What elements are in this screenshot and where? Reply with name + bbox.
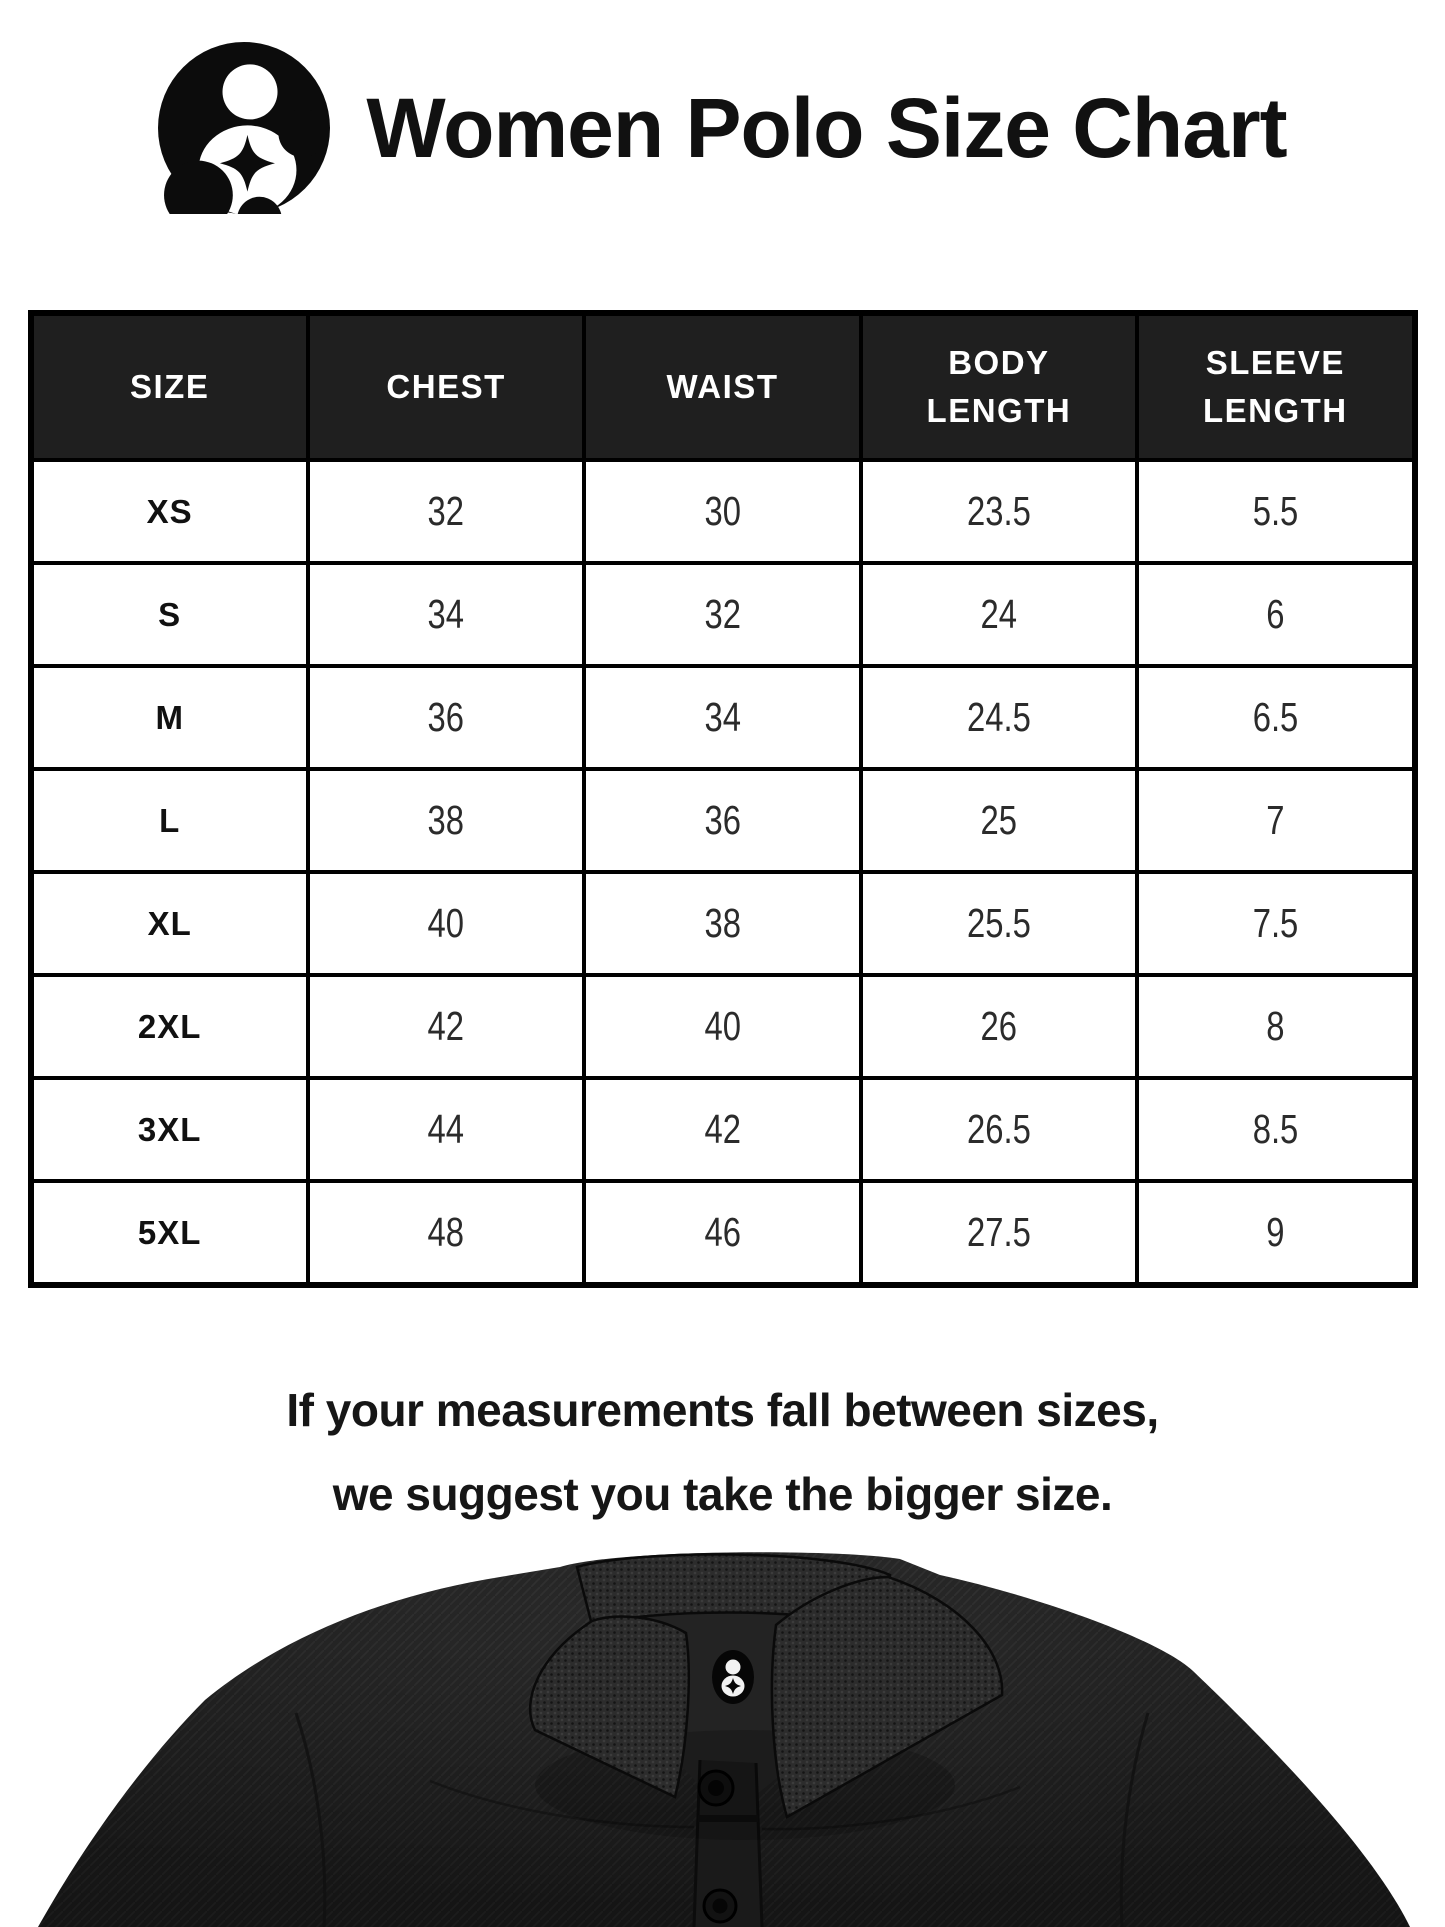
sleeve-length-cell: 7 <box>1137 769 1414 872</box>
sleeve-length-cell: 7.5 <box>1137 872 1414 975</box>
size-cell: XS <box>31 460 308 563</box>
body-length-cell: 24 <box>861 563 1137 666</box>
chest-cell: 48 <box>308 1181 584 1285</box>
column-header-chest <box>308 313 584 460</box>
column-header-waist <box>584 313 860 460</box>
chest-cell: 36 <box>308 666 584 769</box>
chest-cell: 44 <box>308 1078 584 1181</box>
table-row <box>31 769 1415 872</box>
table-row <box>31 872 1415 975</box>
body-length-cell: 24.5 <box>861 666 1137 769</box>
waist-cell: 38 <box>584 872 860 975</box>
sleeve-length-cell: 9 <box>1137 1181 1414 1285</box>
column-header-size <box>31 313 308 460</box>
size-cell: 3XL <box>31 1078 308 1181</box>
sleeve-length-cell: 8.5 <box>1137 1078 1414 1181</box>
column-header-body-length <box>861 313 1137 460</box>
product-photo-polo-shirt <box>0 1515 1445 1927</box>
size-cell: M <box>31 666 308 769</box>
size-note-line-2: we suggest you take the bigger size. <box>332 1468 1113 1520</box>
waist-cell: 40 <box>584 975 860 1078</box>
brand-figure-logo-icon <box>158 42 330 214</box>
size-cell: XL <box>31 872 308 975</box>
column-header-sleeve-length <box>1137 313 1414 460</box>
column-header-label: SLEEVE LENGTH <box>1202 344 1348 429</box>
column-header-label: WAIST <box>666 368 779 406</box>
chest-cell: 38 <box>308 769 584 872</box>
body-length-cell: 25 <box>861 769 1137 872</box>
body-length-cell: 27.5 <box>861 1181 1137 1285</box>
column-header-label: SIZE <box>130 368 210 406</box>
column-header-label: BODY LENGTH <box>926 344 1072 429</box>
table-row <box>31 460 1415 563</box>
table-row <box>31 1078 1415 1181</box>
waist-cell: 36 <box>584 769 860 872</box>
waist-cell: 32 <box>584 563 860 666</box>
body-length-cell: 26 <box>861 975 1137 1078</box>
table-row <box>31 975 1415 1078</box>
size-cell: S <box>31 563 308 666</box>
chest-cell: 40 <box>308 872 584 975</box>
size-chart-table <box>28 310 1418 1288</box>
waist-cell: 34 <box>584 666 860 769</box>
body-length-cell: 23.5 <box>861 460 1137 563</box>
size-cell: 5XL <box>31 1181 308 1285</box>
table-row <box>31 666 1415 769</box>
table-header-row <box>31 313 1415 460</box>
waist-cell: 30 <box>584 460 860 563</box>
chest-cell: 42 <box>308 975 584 1078</box>
page-title: Women Polo Size Chart <box>366 80 1287 175</box>
placket-button <box>704 1890 736 1922</box>
size-note <box>0 1368 1445 1536</box>
sleeve-length-cell: 8 <box>1137 975 1414 1078</box>
sleeve-length-cell: 5.5 <box>1137 460 1414 563</box>
sleeve-length-cell: 6.5 <box>1137 666 1414 769</box>
size-cell: 2XL <box>31 975 308 1078</box>
column-header-label: CHEST <box>386 368 506 406</box>
sleeve-length-cell: 6 <box>1137 563 1414 666</box>
chest-cell: 34 <box>308 563 584 666</box>
waist-cell: 42 <box>584 1078 860 1181</box>
size-note-line-1: If your measurements fall between sizes, <box>286 1384 1159 1436</box>
chest-cell: 32 <box>308 460 584 563</box>
size-cell: L <box>31 769 308 872</box>
neck-label-logo-icon <box>712 1650 754 1704</box>
table-row <box>31 1181 1415 1285</box>
body-length-cell: 26.5 <box>861 1078 1137 1181</box>
body-length-cell: 25.5 <box>861 872 1137 975</box>
waist-cell: 46 <box>584 1181 860 1285</box>
header <box>0 0 1445 214</box>
table-row <box>31 563 1415 666</box>
